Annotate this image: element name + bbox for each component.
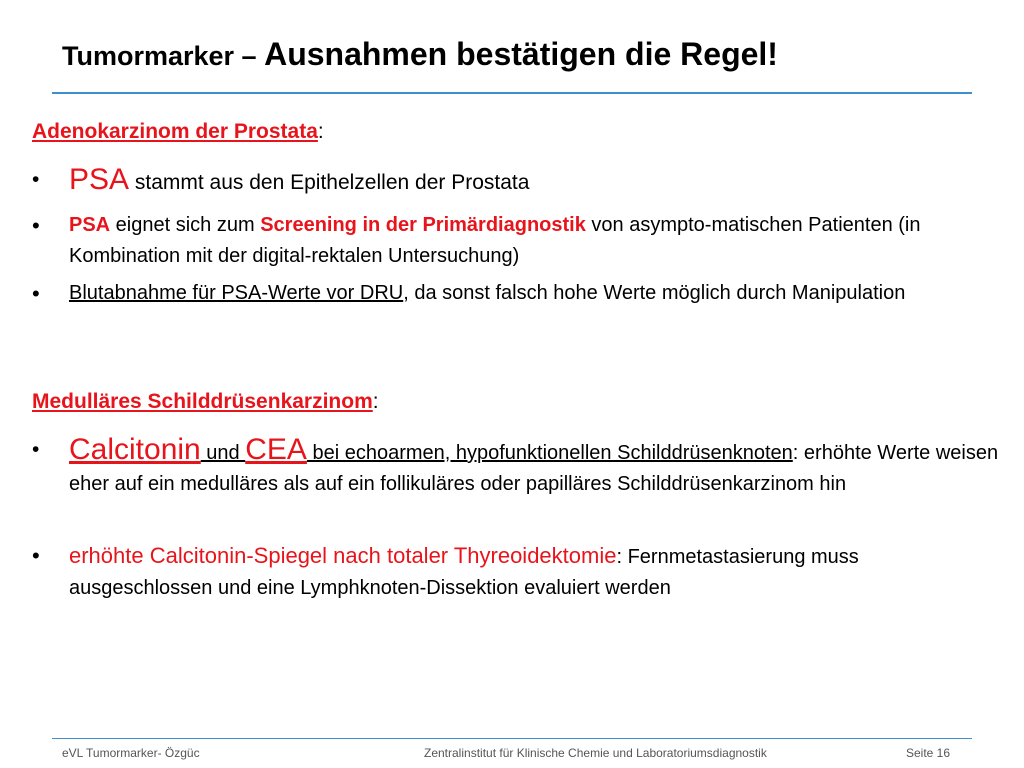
bullet-underlined-text: bei echoarmen, hypofunktionellen Schilddrüsenknoten [306,442,793,464]
footer-center: Zentralinstitut für Klinische Chemie und Laboratoriumsdiagnostik [424,746,767,760]
bullet-text: von asympto-matischen Patienten (in Kombination mit der digital-rektalen Untersuchung) [69,214,921,267]
bullet-keyword: PSA [69,163,130,196]
bullet-underlined-text: Blutabnahme für PSA-Werte vor DRU [69,282,404,304]
bullet-text: , da sonst falsch hohe Werte möglich durch Manipulation [403,282,906,304]
bullet-text: : Fernmetastasierung muss ausgeschlossen und eine Lymphknoten-Dissektion evaluiert werden [69,546,859,599]
footer-divider [52,738,972,739]
footer-page-number: Seite 16 [906,746,951,760]
bullet-marker: • [32,213,40,238]
bullet-keyword-calcitonin: Calcitonin [69,433,201,466]
bullet-marker: • [32,543,40,568]
section-heading-colon: : [317,120,324,143]
slide-title [62,36,1002,73]
bullet-marker: • [32,168,40,191]
bullet-marker: • [32,281,40,306]
bullet-keyword: PSA [69,214,111,236]
bullet-calcitonin-cea [32,434,1007,500]
section-heading-colon: : [372,390,379,413]
bullet-keyword-cea: CEA [245,433,307,466]
bullet-text: stammt aus den Epithelzellen der Prostata [129,171,530,194]
bullet-blood-sampling [32,278,1007,309]
bullet-highlight: erhöhte Calcitonin-Spiegel nach totaler Thyreoidektomie [69,543,617,568]
section-heading-thyroid [32,390,379,414]
bullet-text: und [200,442,246,464]
bullet-marker: • [32,438,40,461]
bullet-psa-origin [32,164,1007,198]
section-heading-prostate [32,120,324,144]
footer-left: eVL Tumormarker- Özgüc [62,746,200,760]
bullet-highlight: Screening in der Primärdiagnostik [260,214,586,236]
bullet-text: eignet sich zum [110,214,261,236]
bullet-text: : erhöhte Werte weisen eher auf ein medulläres als auf ein follikuläres oder papilläres Schilddrüsenkarzinom hin [69,442,999,495]
bullet-calcitonin-thyreoidektomie [32,540,1007,604]
section-heading-prostate-text: Adenokarzinom der Prostata [32,120,318,143]
section-heading-thyroid-text: Medulläres Schilddrüsenkarzinom [32,390,373,413]
bullet-psa-screening [32,210,1007,272]
title-divider [52,92,972,94]
title-part-1: Tumormarker – [62,41,265,71]
title-part-2: Ausnahmen bestätigen die Regel! [264,36,778,72]
